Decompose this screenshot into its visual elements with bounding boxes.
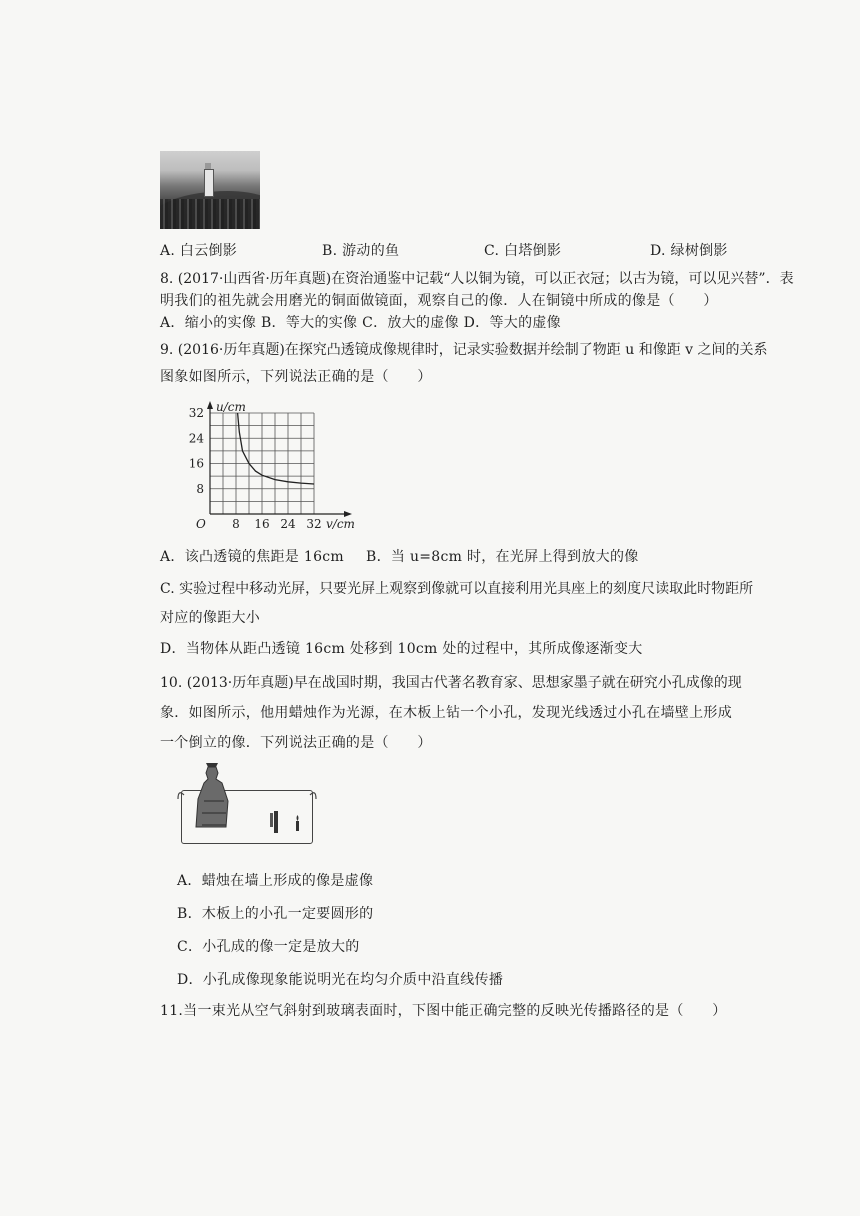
pagoda-photo xyxy=(160,151,260,229)
q10-option-b: B．木板上的小孔一定要圆形的 xyxy=(177,906,374,922)
y-tick-label: 16 xyxy=(188,456,204,471)
q9-option-d: D．当物体从距凸透镜 16cm 处移到 10cm 处的过程中，其所成像逐渐变大 xyxy=(160,641,643,657)
chart-ticks xyxy=(189,400,355,531)
x-tick-label: 24 xyxy=(280,517,296,531)
q10-stem-line1: 10. (2013·历年真题)早在战国时期，我国古代著名教育家、思想家墨子就在研究小孔成像的现 xyxy=(160,675,742,691)
q9-stem-line2: 图象如图所示，下列说法正确的是（ ） xyxy=(160,369,432,385)
y-tick-label: 24 xyxy=(188,431,204,446)
y-axis-arrow xyxy=(207,401,213,409)
q10-stem-line2: 象．如图所示，他用蜡烛作为光源，在木板上钻一个小孔，发现光线透过小孔在墙壁上形成 xyxy=(160,705,732,721)
y-tick-label: 8 xyxy=(196,481,204,496)
origin-label: O xyxy=(196,517,206,531)
q11-stem-line1: 11.当一束光从空气斜射到玻璃表面时，下图中能正确完整的反映光传播路径的是（ ） xyxy=(160,1003,727,1019)
q9-option-c-line1: C. 实验过程中移动光屏，只要光屏上观察到像就可以直接利用光具座上的刻度尺读取此时物距所 xyxy=(160,581,754,597)
x-tick-label: 32 xyxy=(306,517,322,531)
q10-stem-line3: 一个倒立的像．下列说法正确的是（ ） xyxy=(160,735,432,751)
pinhole-illustration xyxy=(181,790,313,844)
y-axis-label: u/cm xyxy=(216,400,246,414)
x-axis-label: v/cm xyxy=(326,517,355,531)
q10-option-d: D．小孔成像现象能说明光在均匀介质中沿直线传播 xyxy=(177,972,504,988)
q7-option-b: B. 游动的鱼 xyxy=(322,243,400,259)
q9-option-a: A．该凸透镜的焦距是 16cm xyxy=(160,549,344,565)
q10-option-a: A．蜡烛在墙上形成的像是虚像 xyxy=(177,873,374,889)
uv-chart xyxy=(186,392,376,534)
x-tick-label: 16 xyxy=(254,517,270,531)
q9-option-c-line2: 对应的像距大小 xyxy=(160,610,261,626)
q8-stem-line2: 明我们的祖先就会用磨光的铜面做镜面，观察自己的像．人在铜镜中所成的像是（ ） xyxy=(160,293,718,309)
x-tick-label: 8 xyxy=(232,517,240,531)
q9-option-b: B．当 u=8cm 时，在光屏上得到放大的像 xyxy=(366,549,639,565)
q9-stem-line1: 9. (2016·历年真题)在探究凸透镜成像规律时，记录实验数据并绘制了物距 u 和像距 v 之间的关系 xyxy=(160,342,768,358)
y-tick-label: 32 xyxy=(188,406,204,420)
q7-option-a: A. 白云倒影 xyxy=(160,243,238,259)
q7-option-d: D. 绿树倒影 xyxy=(650,243,728,259)
q8-stem-line1: 8. (2017·山西省·历年真题)在资治通鉴中记载“人以铜为镜，可以正衣冠；以古为镜，可以见兴替”．表 xyxy=(160,271,794,287)
q10-option-c: C．小孔成的像一定是放大的 xyxy=(177,939,360,955)
q8-options: A．缩小的实像 B．等大的实像 C．放大的虚像 D．等大的虚像 xyxy=(160,315,561,331)
q7-option-c: C. 白塔倒影 xyxy=(484,243,562,259)
chart-grid xyxy=(207,401,352,517)
